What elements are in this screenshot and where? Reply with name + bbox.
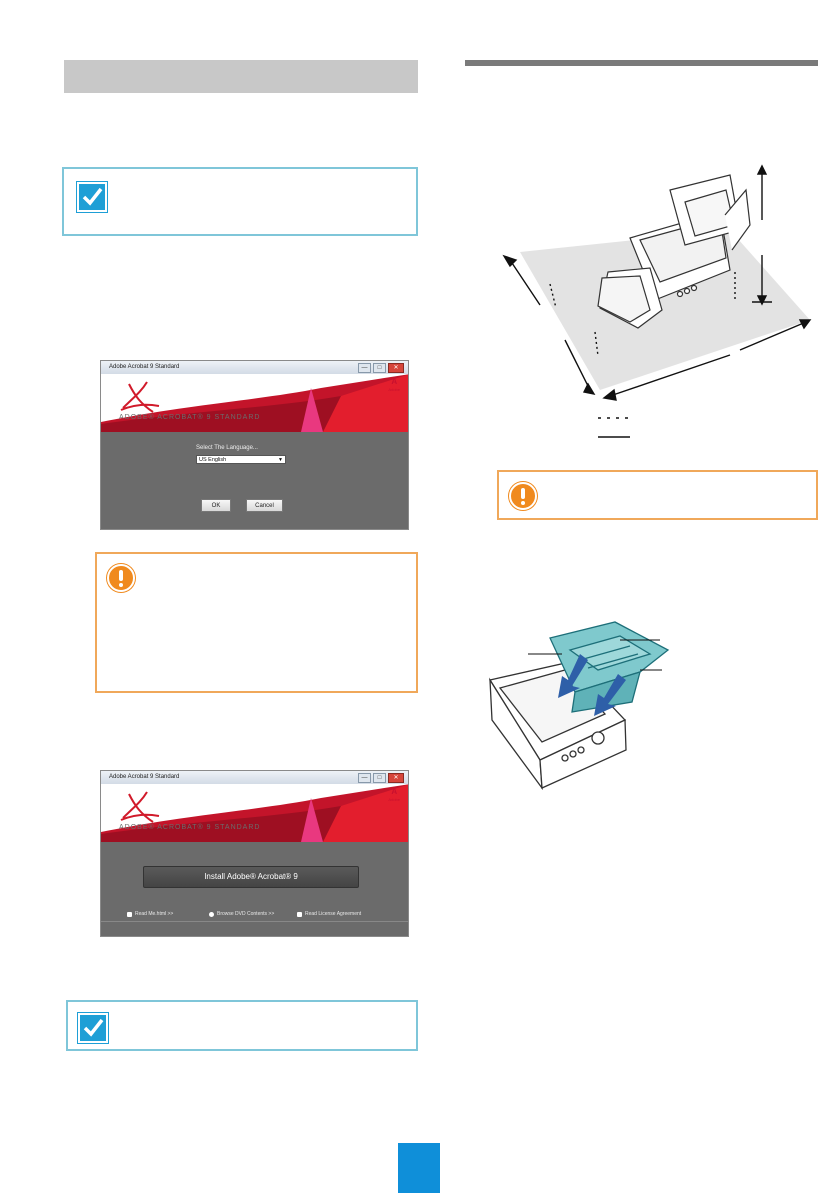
- product-title: ADOBE® ACROBAT® 9 STANDARD: [119, 824, 261, 831]
- acrobat-banner: [101, 784, 408, 842]
- hint-box: [66, 1000, 418, 1051]
- dropdown-arrow-icon: ▼: [278, 457, 283, 463]
- close-button[interactable]: ✕: [388, 773, 404, 783]
- caution-box: [95, 552, 418, 693]
- dialog-footer-line: [101, 921, 409, 922]
- language-select[interactable]: US English ▼: [196, 455, 286, 464]
- acrobat-logo-icon: [121, 792, 159, 822]
- check-icon: [77, 182, 107, 212]
- section-header-bar: [64, 60, 418, 93]
- acrobat-language-dialog: [100, 360, 409, 530]
- caution-box: [497, 470, 818, 520]
- chute-attach-illustration: [480, 610, 680, 790]
- acrobat-logo-icon: [121, 382, 159, 412]
- window-title-bar: [101, 771, 408, 784]
- minimize-button[interactable]: —: [358, 363, 371, 373]
- language-label: Select The Language...: [196, 445, 258, 451]
- acrobat-install-dialog: [100, 770, 409, 937]
- document-icon: [297, 912, 302, 917]
- check-icon: [78, 1013, 108, 1043]
- product-title: ADOBE® ACROBAT® 9 STANDARD: [119, 414, 261, 421]
- acrobat-banner: [101, 374, 408, 432]
- license-link[interactable]: Read License Agreement: [297, 911, 361, 917]
- readme-link[interactable]: Read Me.html >>: [127, 911, 173, 917]
- window-title-bar: [101, 361, 408, 374]
- document-icon: [127, 912, 132, 917]
- maximize-button[interactable]: □: [373, 773, 386, 783]
- close-button[interactable]: ✕: [388, 363, 404, 373]
- ok-button[interactable]: OK: [201, 499, 231, 512]
- adobe-logo-icon: A Adobe: [388, 787, 400, 802]
- minimize-button[interactable]: —: [358, 773, 371, 783]
- adobe-logo-icon: A Adobe: [388, 377, 400, 392]
- section-rule: [465, 60, 818, 66]
- window-title: Adobe Acrobat 9 Standard: [109, 364, 180, 370]
- scanner-space-diagram: [490, 160, 820, 460]
- cancel-button[interactable]: Cancel: [246, 499, 283, 512]
- caution-icon: [107, 564, 135, 592]
- install-acrobat-button[interactable]: Install Adobe® Acrobat® 9: [143, 866, 359, 888]
- hint-box: [62, 167, 418, 236]
- disc-icon: [209, 912, 214, 917]
- page-number-tab: [398, 1143, 440, 1193]
- caution-icon: [509, 482, 537, 510]
- window-title: Adobe Acrobat 9 Standard: [109, 774, 180, 780]
- maximize-button[interactable]: □: [373, 363, 386, 373]
- browse-dvd-link[interactable]: Browse DVD Contents >>: [209, 911, 274, 917]
